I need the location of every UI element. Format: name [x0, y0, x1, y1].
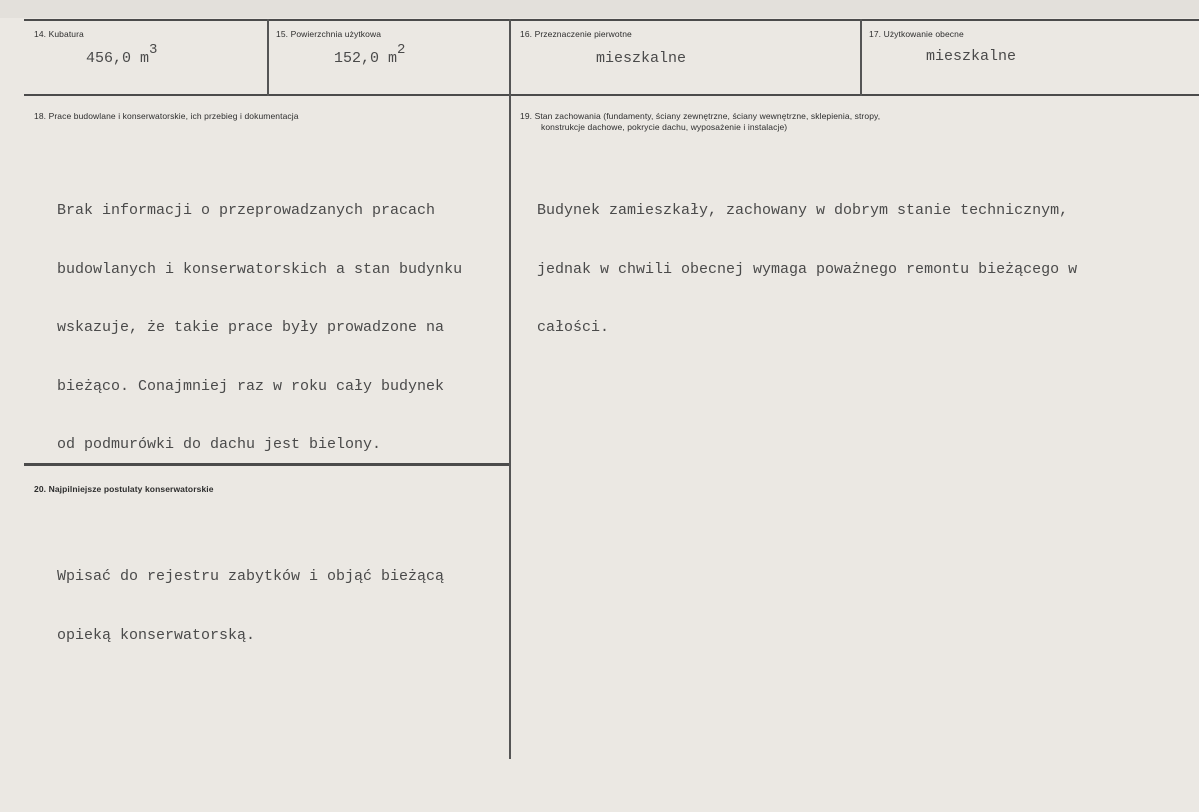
field-16-label: 16. Przeznaczenie pierwotne	[520, 29, 632, 39]
divider-main	[509, 19, 511, 759]
divider-16-17	[860, 19, 862, 96]
field-17-label: 17. Użytkowanie obecne	[869, 29, 964, 39]
field-17-value: mieszkalne	[926, 48, 1017, 65]
field-18-line: budowlanych i konserwatorskich a stan budynku	[57, 260, 463, 278]
field-15-exponent: 2	[397, 42, 406, 58]
field-14-number: 456,0 m	[86, 50, 150, 67]
field-20-label: 20. Najpilniejsze postulaty konserwatorskie	[34, 484, 214, 494]
field-18-line: wskazuje, że takie prace były prowadzone na	[57, 319, 445, 336]
field-20-line: Wpisać do rejestru zabytków i objąć bieżącą	[57, 568, 445, 585]
row1-bottom-border	[24, 94, 1199, 96]
field-16-value: mieszkalne	[596, 50, 687, 67]
field-15-label: 15. Powierzchnia użytkowa	[276, 29, 382, 39]
top-border	[24, 19, 1199, 21]
field-20-line: opieką konserwatorską.	[57, 626, 256, 644]
field-18-line: od podmurówki do dachu jest bielony.	[57, 436, 382, 453]
card-top-edge	[0, 0, 1199, 18]
field-19-line: jednak w chwili obecnej wymaga poważnego remontu bieżącego w	[537, 260, 1078, 278]
field-19-label-line1: 19. Stan zachowania (fundamenty, ściany zewnętrzne, ściany wewnętrzne, sklepienia, stropy,	[520, 111, 881, 121]
field-15-number: 152,0 m	[334, 50, 398, 67]
field-14-label: 14. Kubatura	[34, 29, 84, 39]
field-18-text	[57, 162, 462, 494]
divider-14-15	[267, 19, 269, 96]
field-19-line: całości.	[537, 319, 610, 336]
field-18-label: 18. Prace budowlane i konserwatorskie, ich przebieg i dokumentacja	[34, 111, 299, 121]
field-18-line: Brak informacji o przeprowadzanych pracach	[57, 202, 436, 219]
field-18-line: bieżąco. Conajmniej raz w roku cały budynek	[57, 377, 445, 395]
field-15-value	[334, 42, 406, 70]
field-14-value	[86, 42, 158, 70]
field-20-text	[57, 528, 444, 684]
field-14-exponent: 3	[149, 42, 158, 58]
field-19-label-line2: konstrukcje dachowe, pokrycie dachu, wyposażenie i instalacje)	[541, 122, 788, 132]
field-19-line: Budynek zamieszkały, zachowany w dobrym stanie technicznym,	[537, 202, 1069, 219]
field-19-text	[537, 162, 1077, 377]
